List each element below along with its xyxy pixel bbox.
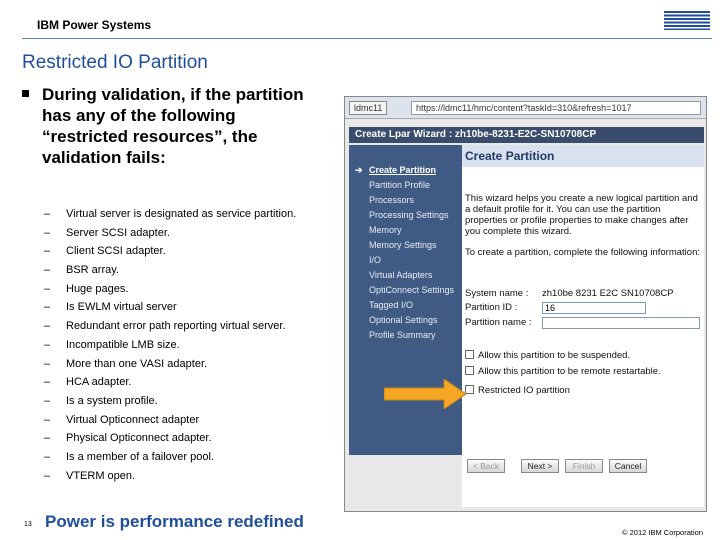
ibm-logo [664, 11, 710, 30]
current-step-arrow-icon: ➔ [355, 165, 363, 175]
nav-item-optional-settings[interactable]: Optional Settings [369, 315, 438, 325]
slide-number: 13 [24, 521, 32, 528]
restricted-io-label: Restricted IO partition [478, 385, 570, 396]
nav-item-partition-profile[interactable]: Partition Profile [369, 180, 431, 190]
list-item: – Is a member of a failover pool. [44, 451, 334, 464]
intro-text: This wizard helps you create a new logical partition and a default profile for it. You can use the partition properties or profile properties to make changes after you complete this wizard. [465, 193, 698, 237]
nav-item-opticonnect-settings[interactable]: OptiConnect Settings [369, 285, 455, 295]
callout-arrow-icon [384, 379, 466, 409]
bullet-square-icon [22, 90, 29, 97]
instruction-text: To create a partition, complete the following information: [465, 247, 700, 258]
nav-item-memory[interactable]: Memory [369, 225, 402, 235]
restricted-io-checkbox[interactable] [465, 385, 474, 394]
list-item: – Server SCSI adapter. [44, 227, 334, 240]
footer-tagline: Power is performance redefined [45, 512, 304, 531]
restricted-resources-list [44, 208, 334, 488]
slide-title: Restricted IO Partition [22, 52, 208, 73]
browser-tab[interactable]: ldmc11 [349, 101, 387, 115]
browser-address-bar [345, 97, 706, 119]
content-heading: Create Partition [462, 145, 704, 167]
list-item: – Virtual Opticonnect adapter [44, 414, 334, 427]
main-bullet-text: During validation, if the partition has any of the following “restricted resources”, the validation fails: [42, 85, 304, 167]
suspend-label: Allow this partition to be suspended. [478, 350, 631, 361]
remote-restart-checkbox[interactable] [465, 366, 474, 375]
nav-item-processing-settings[interactable]: Processing Settings [369, 210, 449, 220]
remote-restart-option[interactable] [465, 366, 661, 377]
header-divider [22, 38, 712, 39]
nav-item-create-partition[interactable]: ➔ Create Partition [349, 163, 462, 178]
nav-item-io[interactable]: I/O [369, 255, 382, 265]
restricted-io-option[interactable] [465, 385, 570, 396]
list-item: – Huge pages. [44, 283, 334, 296]
list-item: – Physical Opticonnect adapter. [44, 432, 334, 445]
list-item: – Client SCSI adapter. [44, 245, 334, 258]
partition-id-label: Partition ID : [465, 302, 518, 313]
partition-name-input[interactable] [542, 317, 700, 329]
list-item: – Is a system profile. [44, 395, 334, 408]
finish-button[interactable]: Finish [565, 459, 603, 473]
nav-item-profile-summary[interactable]: Profile Summary [369, 330, 436, 340]
nav-item-virtual-adapters[interactable]: Virtual Adapters [369, 270, 433, 280]
main-bullet [22, 84, 312, 168]
back-button[interactable]: < Back [467, 459, 505, 473]
list-item: – Redundant error path reporting virtual server. [44, 320, 334, 333]
wizard-content [462, 145, 704, 507]
list-item: – BSR array. [44, 264, 334, 277]
list-item: – Virtual server is designated as service partition. [44, 208, 334, 221]
nav-item-memory-settings[interactable]: Memory Settings [369, 240, 437, 250]
nav-item-tagged-io[interactable]: Tagged I/O [369, 300, 414, 310]
nav-item-processors[interactable]: Processors [369, 195, 415, 205]
remote-restart-label: Allow this partition to be remote restartable. [478, 366, 661, 377]
list-item: – Incompatible LMB size. [44, 339, 334, 352]
list-item: – More than one VASI adapter. [44, 358, 334, 371]
url-field[interactable]: https://ldmc11/hmc/content?taskId=310&refresh=1017 [411, 101, 701, 115]
suspend-checkbox[interactable] [465, 350, 474, 359]
presentation-header-title: IBM Power Systems [37, 18, 152, 32]
hmc-wizard-screenshot [344, 96, 707, 512]
wizard-button-bar [462, 455, 704, 477]
list-item: – Is EWLM virtual server [44, 301, 334, 314]
wizard-title-bar: Create Lpar Wizard : zh10be-8231-E2C-SN10708CP [349, 127, 704, 143]
next-button[interactable]: Next > [521, 459, 559, 473]
list-item: – VTERM open. [44, 470, 334, 483]
cancel-button[interactable]: Cancel [609, 459, 647, 473]
partition-id-input[interactable]: 16 [542, 302, 646, 314]
system-name-label: System name : [465, 288, 529, 299]
copyright: © 2012 IBM Corporation [622, 528, 703, 537]
partition-name-label: Partition name : [465, 317, 532, 328]
suspend-option[interactable] [465, 350, 630, 361]
system-name-value: zh10be 8231 E2C SN10708CP [542, 288, 674, 299]
list-item: – HCA adapter. [44, 376, 334, 389]
